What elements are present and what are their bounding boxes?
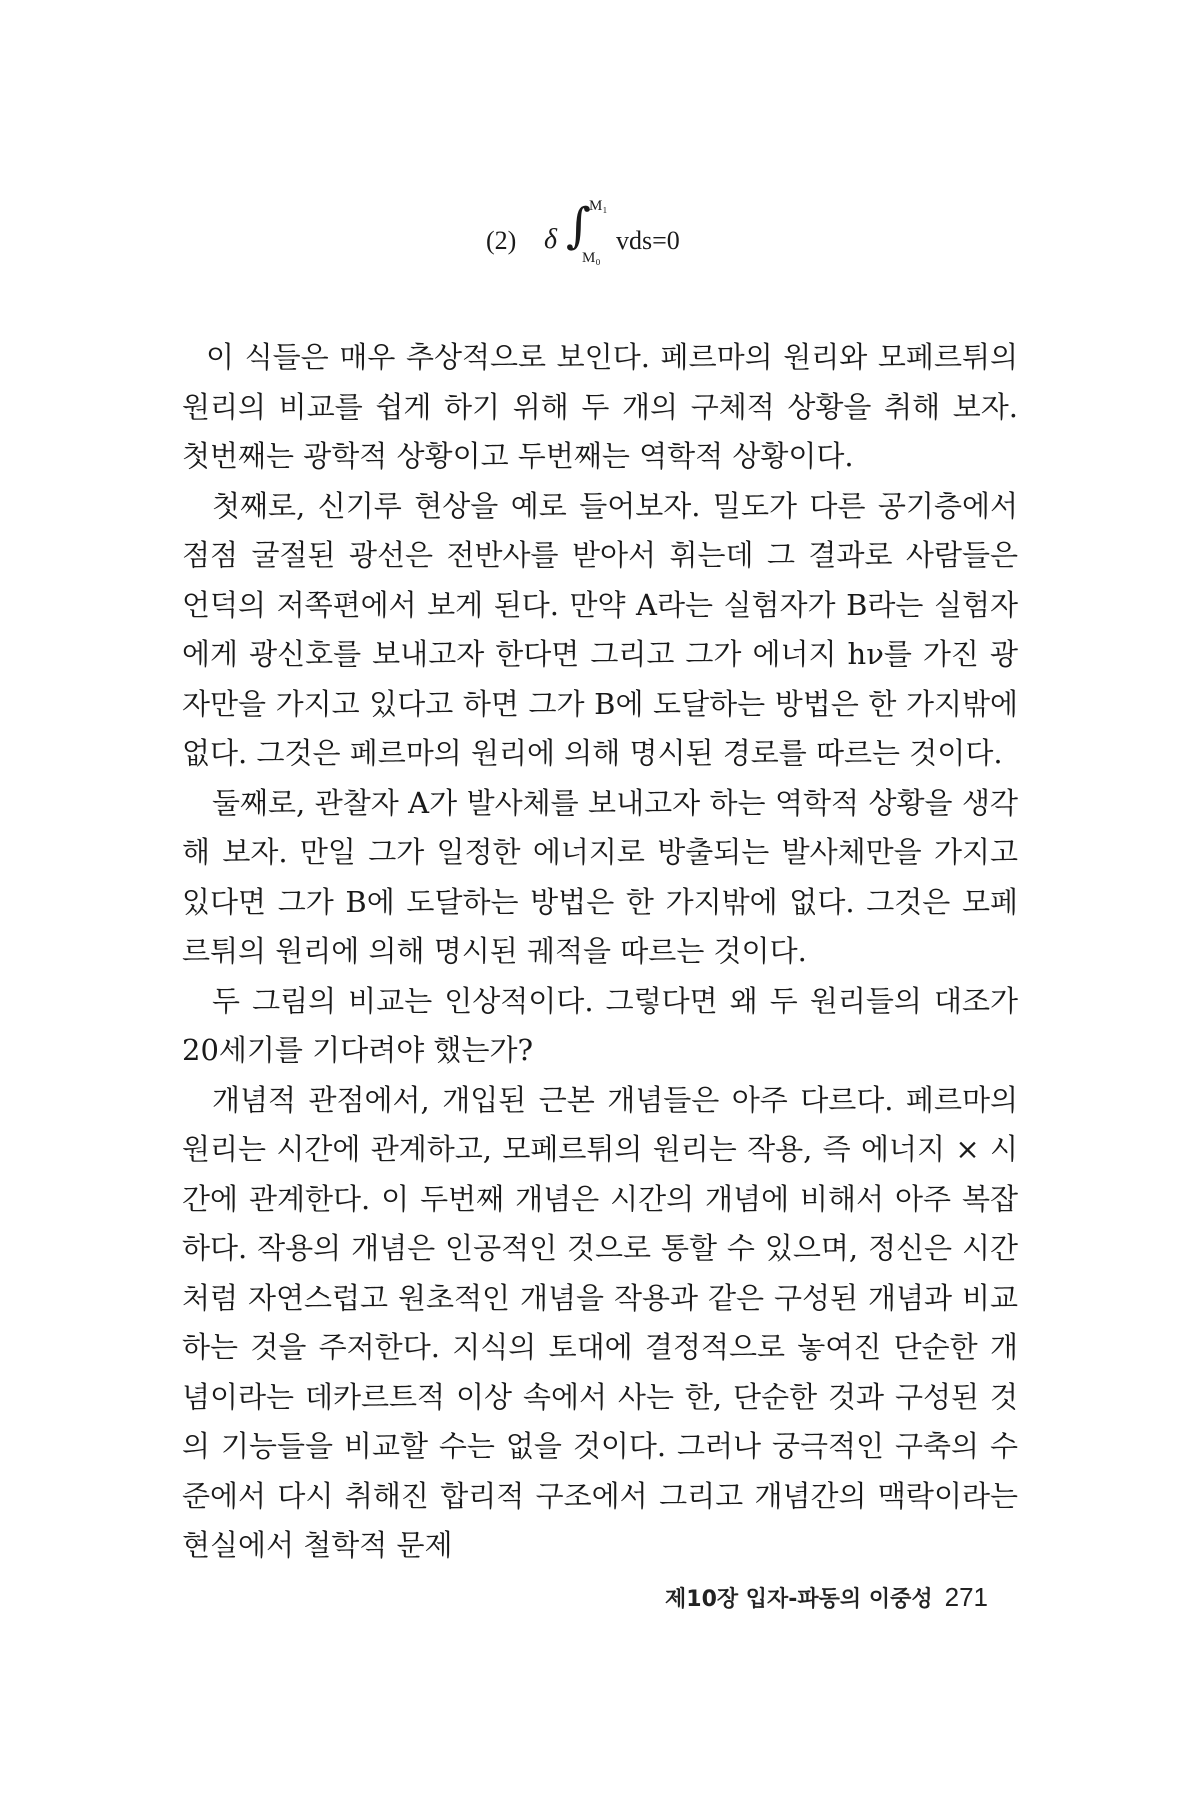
equation-delta: δ bbox=[544, 224, 558, 255]
integral-sign: ∫ bbox=[566, 198, 592, 254]
equation-number: (2) bbox=[486, 226, 517, 255]
integral-lower-limit: M₀ bbox=[582, 250, 601, 266]
integral-upper-limit: M₁ bbox=[589, 198, 608, 214]
paragraph: 둘째로, 관찰자 A가 발사체를 보내고자 하는 역학적 상황을 생각해 보자. 만일 그가 일정한 에너지로 방출되는 발사체만을 가지고 있다면 그가 B에 도달하는 방법은 한 가지밖에 없다. 그것은 모페르튀의 원리에 의해 명시된 궤적을 따르는 것이다. bbox=[182, 785, 1018, 968]
paragraph: 두 그림의 비교는 인상적이다. 그렇다면 왜 두 원리들의 대조가 20세기를 기다려야 했는가? bbox=[182, 983, 1018, 1067]
paragraph: 이 식들은 매우 추상적으로 보인다. 페르마의 원리와 모페르튀의 원리의 비교를 쉽게 하기 위해 두 개의 구체적 상황을 취해 보자. 첫번째는 광학적 상황이고 두번째는 역학적 상황이다. bbox=[182, 340, 1018, 473]
paragraph: 개념적 관점에서, 개입된 근본 개념들은 아주 다르다. 페르마의 원리는 시간에 관계하고, 모페르튀의 원리는 작용, 즉 에너지 × 시간에 관계한다. 이 두번째 개념은 시간의 개념에 비해서 아주 복잡하다. 작용의 개념은 인공적인 것으로 통할 수 있으며, 정신은 시간처럼 자연스럽고 원초적인 개념을 작용과 같은 구성된 개념과 비교하는 것을 주저한다. 지식의 토대에 결정적으로 놓여진 단순한 개념이라는 데카르트적 이상 속에서 사는 한, 단순한 것과 구성된 것의 기능들을 비교할 수는 없을 것이다. 그러나 궁극적인 구축의 수준에서 다시 취해진 합리적 구조에서 그리고 개념간의 맥락이라는 현실에서 철학적 문제 bbox=[182, 1082, 1018, 1562]
equation-body: vds=0 bbox=[616, 226, 680, 255]
equation bbox=[486, 198, 726, 268]
equation-block bbox=[0, 198, 1200, 268]
page-footer bbox=[665, 1582, 988, 1613]
page-number: 271 bbox=[944, 1582, 988, 1612]
chapter-title: 제10장 입자-파동의 이중성 bbox=[665, 1587, 933, 1612]
paragraph: 첫째로, 신기루 현상을 예로 들어보자. 밀도가 다른 공기층에서 점점 굴절된 광선은 전반사를 받아서 휘는데 그 결과로 사람들은 언덕의 저쪽편에서 보게 된다. 만약 A라는 실험자가 B라는 실험자에게 광신호를 보내고자 한다면 그리고 그가 에너지 hν를 가진 광자만을 가지고 있다고 하면 그가 B에 도달하는 방법은 한 가지밖에 없다. 그것은 페르마의 원리에 의해 명시된 경로를 따르는 것이다. bbox=[182, 488, 1018, 770]
body-text bbox=[182, 333, 1018, 1571]
